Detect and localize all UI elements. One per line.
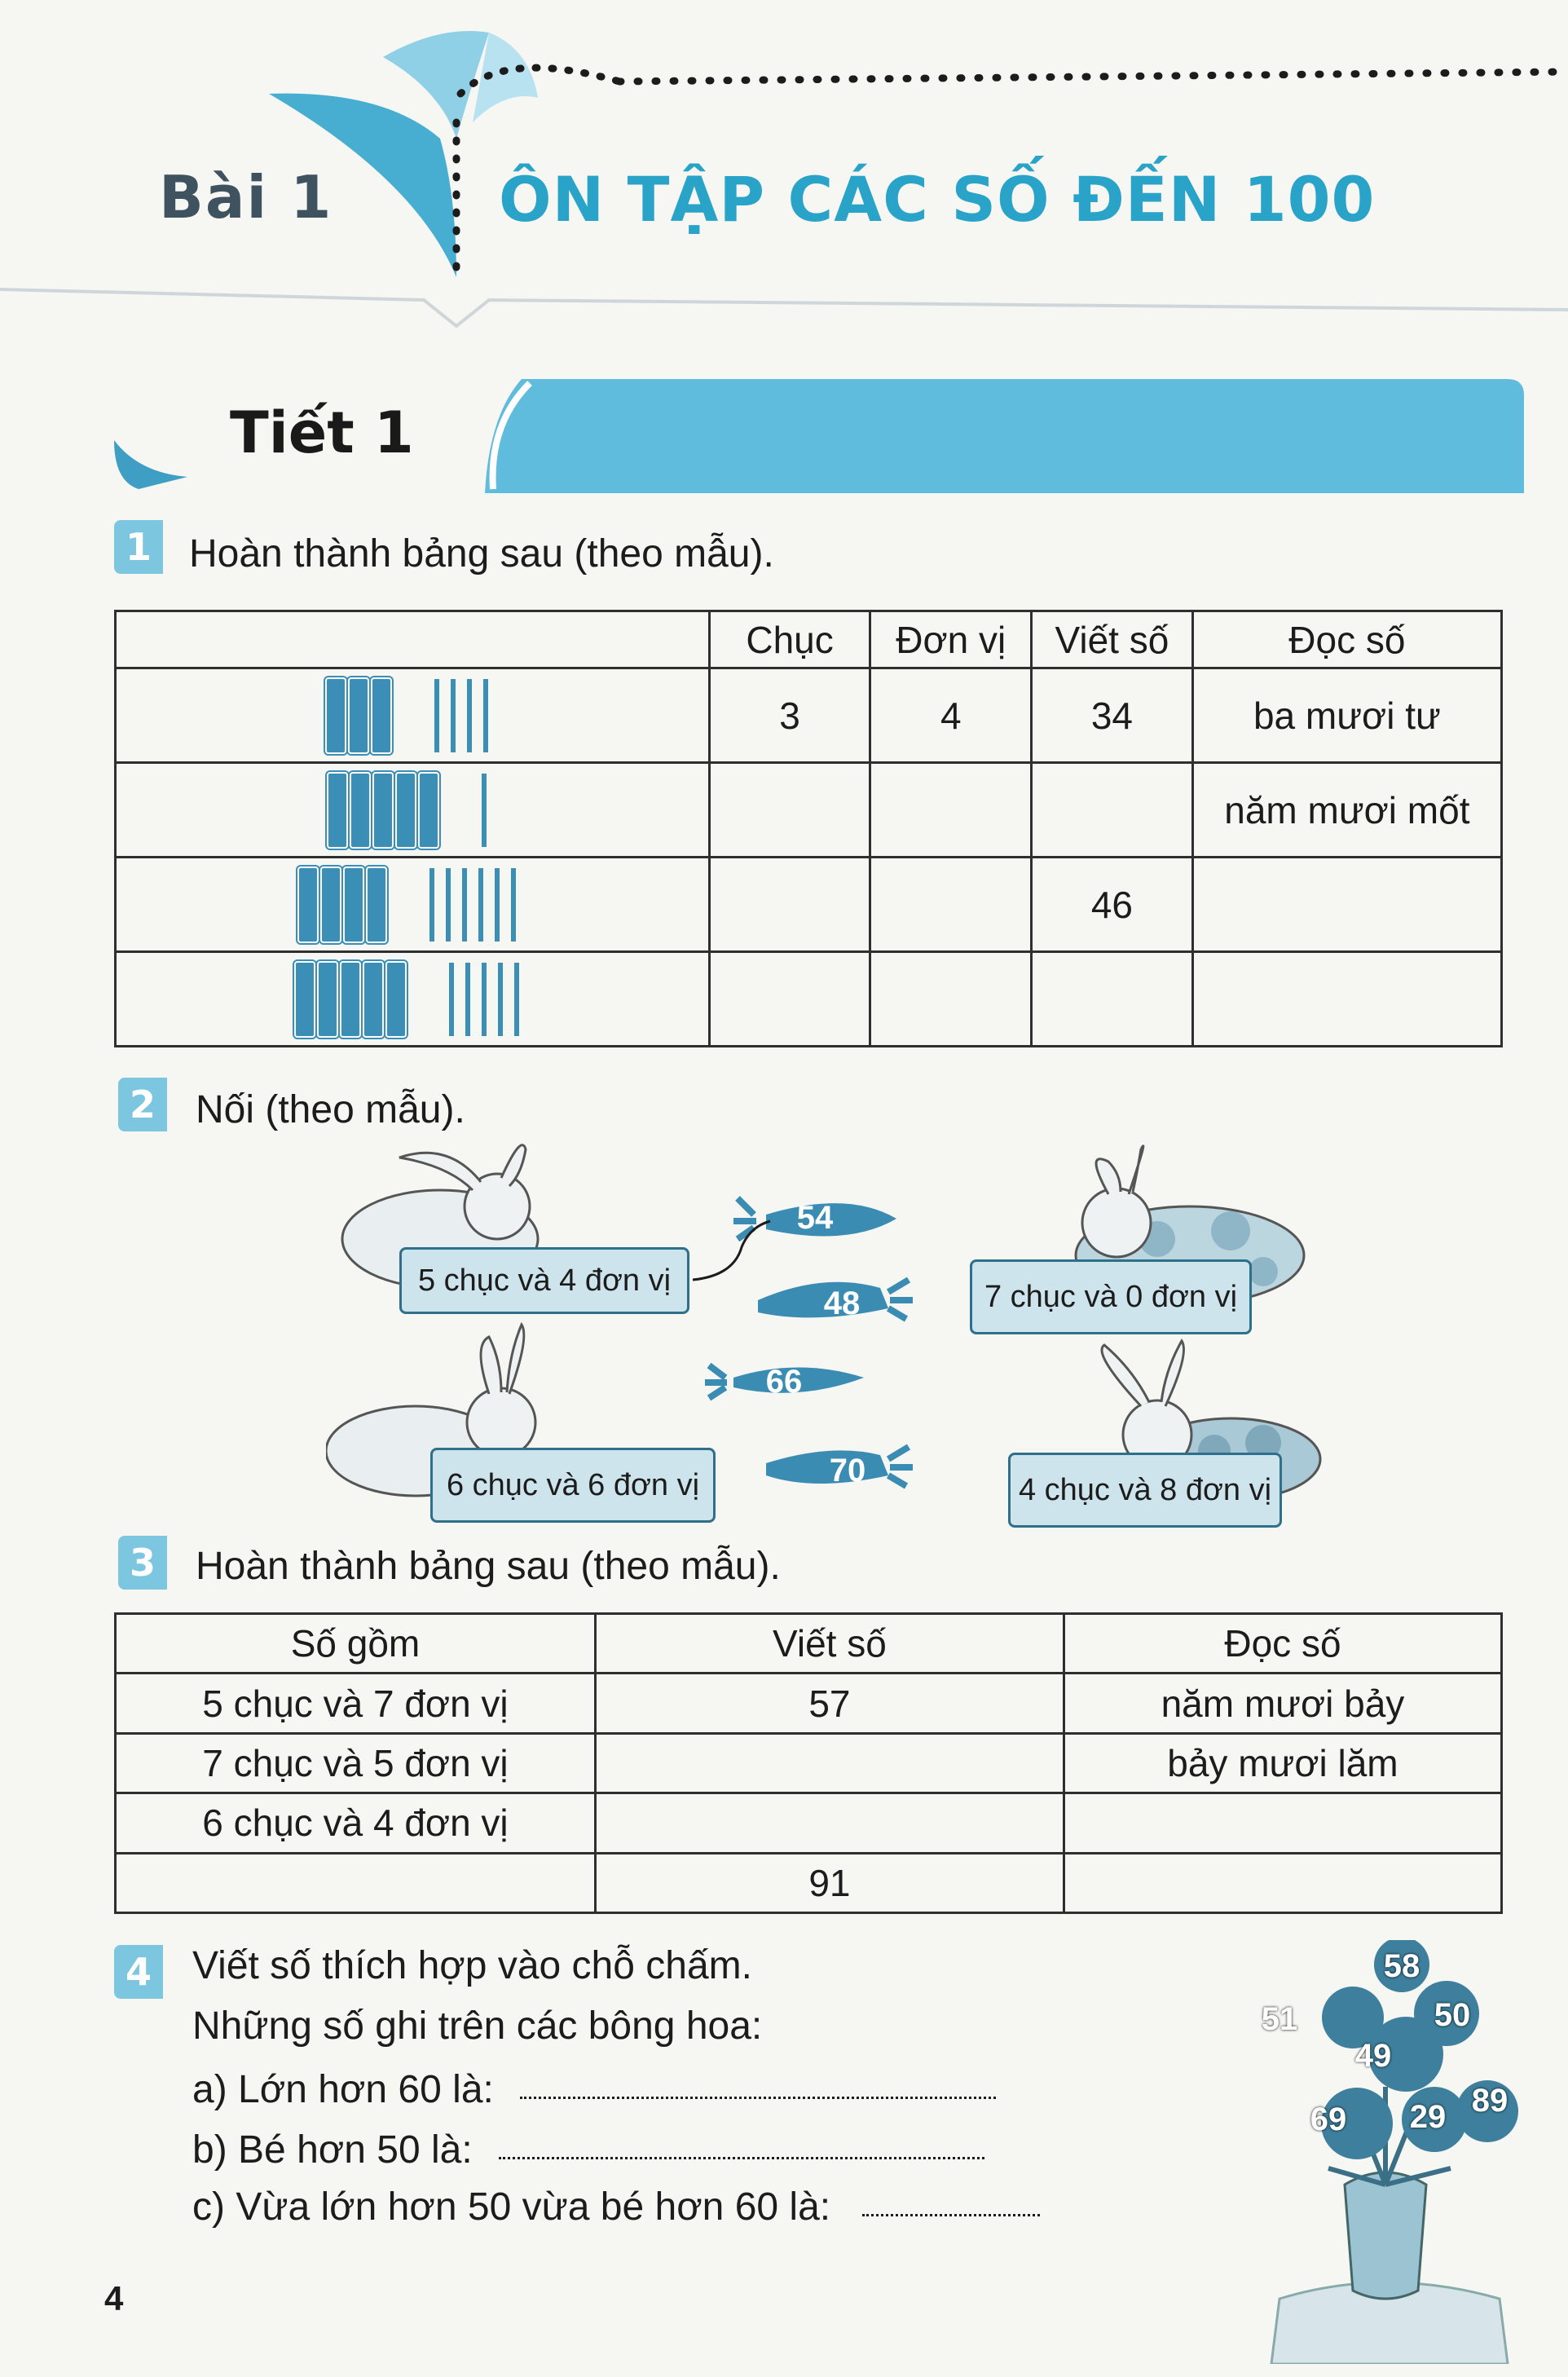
exercise-3-badge: 3 xyxy=(118,1536,167,1590)
unit-stick xyxy=(514,963,519,1036)
cell-donvi[interactable] xyxy=(870,763,1032,858)
cell-so-gom[interactable] xyxy=(116,1853,596,1912)
cell-chuc[interactable] xyxy=(709,858,870,952)
cell-so-gom: 5 chục và 7 đơn vị xyxy=(116,1674,596,1733)
cell-chuc: 3 xyxy=(709,668,870,763)
flower-49: 49 xyxy=(1354,2038,1392,2074)
answer-line-c[interactable] xyxy=(862,2214,1040,2216)
exercise-1-table xyxy=(114,610,1503,1047)
ten-rod xyxy=(363,961,384,1038)
exercise-4-badge: 4 xyxy=(114,1945,163,1999)
exercise-4-item-a: a) Lớn hơn 60 là: xyxy=(192,2068,494,2111)
exercise-1-instruction: Hoàn thành bảng sau (theo mẫu). xyxy=(189,532,774,576)
flower-29: 29 xyxy=(1409,2099,1447,2135)
answer-line-a[interactable] xyxy=(520,2097,996,2099)
header-vietso: Viết số xyxy=(1032,611,1193,668)
ten-rod xyxy=(340,961,361,1038)
exercise-4-subtitle: Những số ghi trên các bông hoa: xyxy=(192,2004,763,2048)
unit-stick xyxy=(483,679,488,752)
exercise-2-badge: 2 xyxy=(118,1078,167,1131)
carrot-66[interactable]: 66 xyxy=(765,1364,803,1400)
cell-doc-so[interactable] xyxy=(1064,1793,1501,1853)
ten-rod xyxy=(297,867,319,943)
cell-docso: ba mươi tư xyxy=(1192,668,1501,763)
table-row xyxy=(116,1733,1502,1793)
table-row xyxy=(116,858,1502,952)
label-4-chuc-8-donvi[interactable]: 4 chục và 8 đơn vị xyxy=(1008,1453,1282,1528)
cell-so-gom: 7 chục và 5 đơn vị xyxy=(116,1733,596,1793)
cell-chuc[interactable] xyxy=(709,952,870,1047)
label-6-chuc-6-donvi[interactable]: 6 chục và 6 đơn vị xyxy=(430,1448,716,1523)
ten-rod xyxy=(317,961,338,1038)
ten-rod xyxy=(371,677,392,754)
header-chuc: Chục xyxy=(709,611,870,668)
table-row xyxy=(116,1853,1502,1912)
exercise-3-table xyxy=(114,1612,1503,1914)
ten-rod xyxy=(325,677,346,754)
lesson-title: ÔN TẬP CÁC SỐ ĐẾN 100 xyxy=(499,163,1376,236)
header-viet-so: Viết số xyxy=(595,1614,1064,1674)
cell-so-gom: 6 chục và 4 đơn vị xyxy=(116,1793,596,1853)
unit-stick xyxy=(446,868,451,942)
label-7-chuc-0-donvi[interactable]: 7 chục và 0 đơn vị xyxy=(970,1259,1252,1334)
ten-rod xyxy=(327,772,348,849)
ten-rod xyxy=(366,867,387,943)
header-donvi: Đơn vị xyxy=(870,611,1032,668)
ten-rod xyxy=(348,677,369,754)
cell-vietso: 46 xyxy=(1032,858,1193,952)
exercise-4-item-b: b) Bé hơn 50 là: xyxy=(192,2128,473,2172)
cell-docso[interactable] xyxy=(1192,952,1501,1047)
exercise-3-instruction: Hoàn thành bảng sau (theo mẫu). xyxy=(196,1545,781,1588)
unit-stick xyxy=(467,679,472,752)
exercise-4-instruction: Viết số thích hợp vào chỗ chấm. xyxy=(192,1944,752,1987)
carrot-70[interactable]: 70 xyxy=(829,1453,866,1488)
ten-rod xyxy=(372,772,394,849)
unit-stick xyxy=(429,868,434,942)
flower-50: 50 xyxy=(1434,1997,1471,2033)
cell-viet-so[interactable] xyxy=(595,1793,1064,1853)
cell-donvi[interactable] xyxy=(870,858,1032,952)
cell-viet-so: 57 xyxy=(595,1674,1064,1733)
cell-vietso[interactable] xyxy=(1032,952,1193,1047)
flower-51: 51 xyxy=(1261,2001,1298,2037)
carrot-54[interactable]: 54 xyxy=(796,1200,834,1236)
unit-stick xyxy=(511,868,516,942)
header-blank xyxy=(116,611,710,668)
unit-stick xyxy=(495,868,500,942)
exercise-1-badge: 1 xyxy=(114,520,163,574)
page-number: 4 xyxy=(104,2279,124,2317)
table-row xyxy=(116,763,1502,858)
unit-stick xyxy=(482,963,487,1036)
ten-rod xyxy=(320,867,341,943)
cell-doc-so: bảy mươi lăm xyxy=(1064,1733,1501,1793)
header-docso: Đọc số xyxy=(1192,611,1501,668)
cell-vietso[interactable] xyxy=(1032,763,1193,858)
header-doc-so: Đọc số xyxy=(1064,1614,1501,1674)
table-row xyxy=(116,952,1502,1047)
ten-rod xyxy=(294,961,315,1038)
period-title: Tiết 1 xyxy=(230,399,414,466)
ten-rod xyxy=(350,772,371,849)
cell-doc-so: năm mươi bảy xyxy=(1064,1674,1501,1733)
unit-stick xyxy=(462,868,467,942)
cell-donvi: 4 xyxy=(870,668,1032,763)
ten-rod xyxy=(395,772,416,849)
cell-donvi[interactable] xyxy=(870,952,1032,1047)
table-row xyxy=(116,1674,1502,1733)
label-5-chuc-4-donvi[interactable]: 5 chục và 4 đơn vị xyxy=(399,1247,689,1314)
lesson-label: Bài 1 xyxy=(159,163,333,232)
unit-stick xyxy=(482,774,487,847)
cell-viet-so[interactable] xyxy=(595,1733,1064,1793)
table-row xyxy=(116,1793,1502,1853)
flower-69: 69 xyxy=(1310,2101,1347,2137)
unit-stick xyxy=(434,679,439,752)
cell-docso[interactable] xyxy=(1192,858,1501,952)
header-so-gom: Số gồm xyxy=(116,1614,596,1674)
flower-89: 89 xyxy=(1471,2083,1509,2119)
base-ten-blocks xyxy=(116,952,710,1047)
base-ten-blocks xyxy=(116,858,710,952)
unit-stick xyxy=(478,868,483,942)
ten-rod xyxy=(385,961,407,1038)
unit-stick xyxy=(465,963,470,1036)
carrot-48[interactable]: 48 xyxy=(823,1286,861,1321)
exercise-4-item-c: c) Vừa lớn hơn 50 vừa bé hơn 60 là: xyxy=(192,2185,831,2229)
exercise-2-instruction: Nối (theo mẫu). xyxy=(196,1088,465,1131)
table-row xyxy=(116,668,1502,763)
cell-docso: năm mươi mốt xyxy=(1192,763,1501,858)
cell-viet-so: 91 xyxy=(595,1853,1064,1912)
ten-rod xyxy=(343,867,364,943)
cell-vietso: 34 xyxy=(1032,668,1193,763)
unit-stick xyxy=(498,963,503,1036)
base-ten-blocks xyxy=(116,668,710,763)
cell-chuc[interactable] xyxy=(709,763,870,858)
cell-doc-so[interactable] xyxy=(1064,1853,1501,1912)
answer-line-b[interactable] xyxy=(499,2157,984,2159)
unit-stick xyxy=(451,679,456,752)
base-ten-blocks xyxy=(116,763,710,858)
unit-stick xyxy=(449,963,454,1036)
ten-rod xyxy=(418,772,439,849)
flower-58: 58 xyxy=(1383,1948,1420,1984)
